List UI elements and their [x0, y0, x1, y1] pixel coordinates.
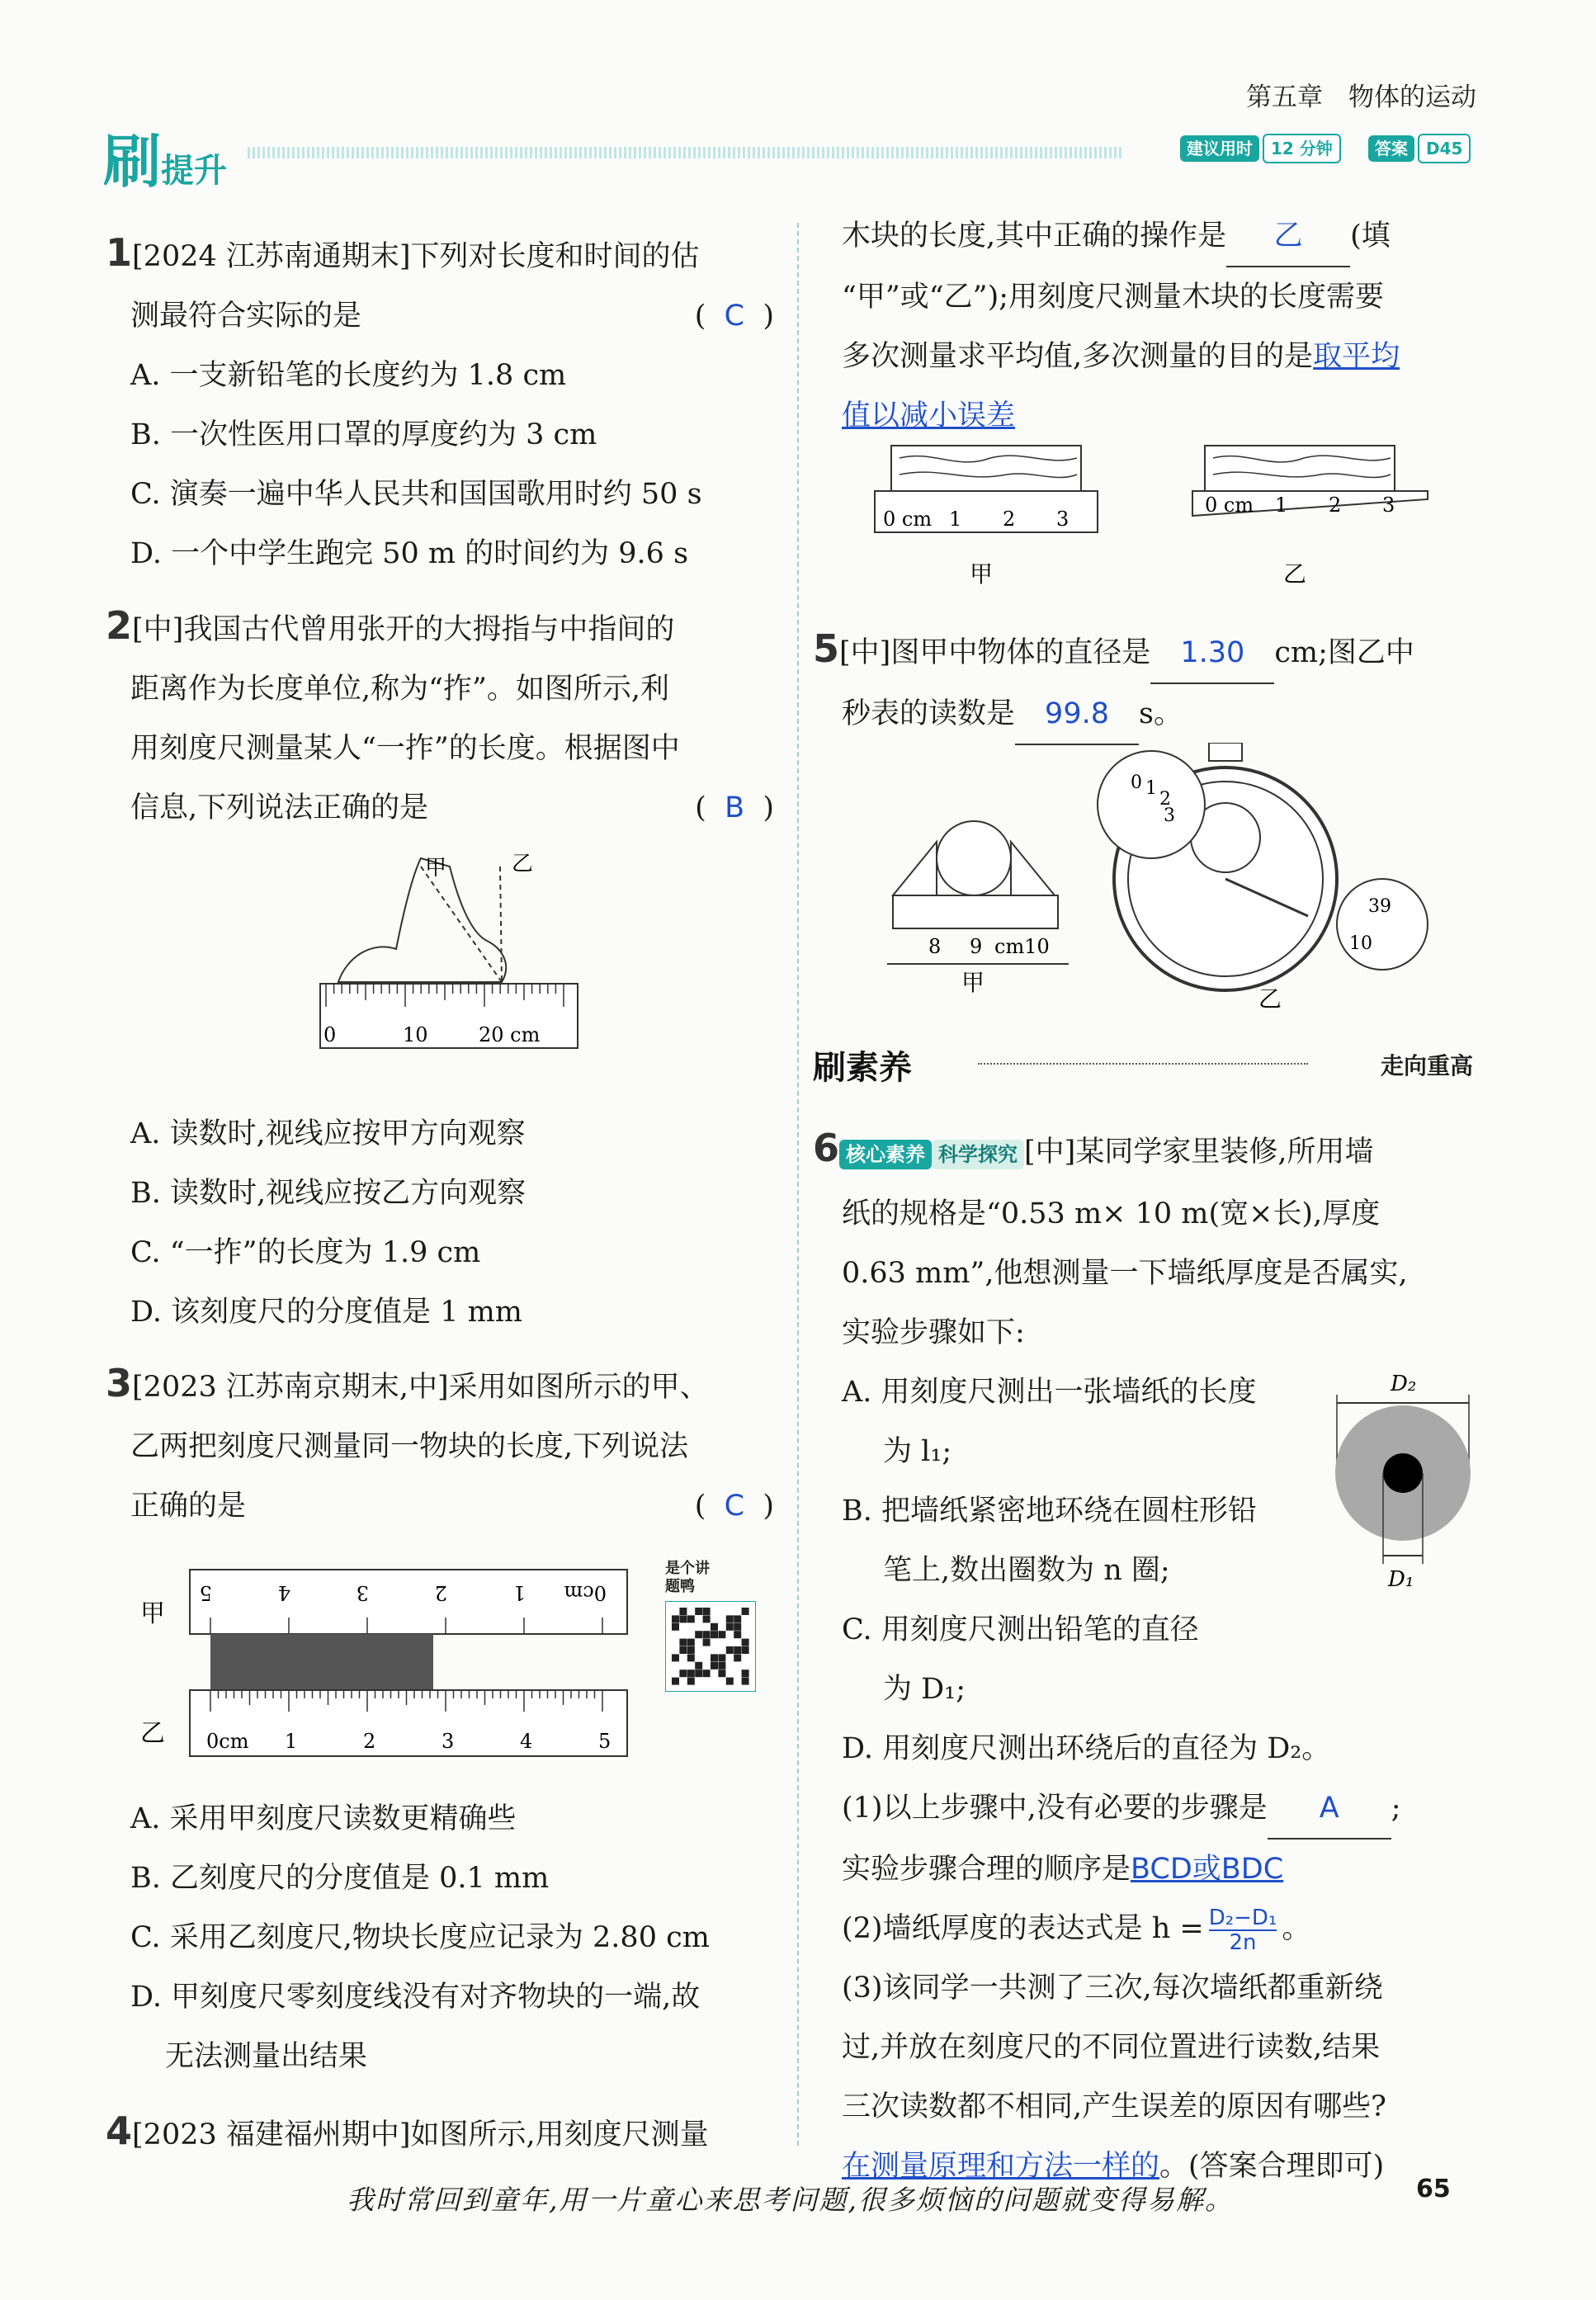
- sec-10: 10: [1349, 933, 1372, 954]
- question-4-start: [106, 2101, 774, 2165]
- q5-stem-line1-tail: cm;图乙中: [1274, 636, 1414, 669]
- q6-step-a1: A. 用刻度尺测出一张墙纸的长度: [842, 1376, 1257, 1409]
- chapter-title: 第五章 物体的运动: [1246, 83, 1476, 112]
- q6-step-b2: 笔上,数出圈数为 n 圈;: [883, 1554, 1170, 1587]
- wood-block-yi: [1205, 446, 1395, 491]
- section-header: [813, 1041, 1473, 1087]
- q6-number: 6: [813, 1126, 840, 1170]
- tag-inquiry: 科学探究: [932, 1140, 1024, 1169]
- q6-p1: (1)以上步骤中,没有必要的步骤是: [842, 1792, 1268, 1825]
- q6-formula: [1209, 1906, 1277, 1954]
- label-d2: D₂: [1391, 1372, 1417, 1396]
- header-divider: [248, 147, 1122, 158]
- q4-answer-1: 乙: [1226, 206, 1350, 267]
- q6-stem-line4: 实验步骤如下:: [842, 1316, 1025, 1349]
- label-jia: 甲: [970, 560, 994, 588]
- section-right: 走向重高: [1380, 1052, 1473, 1079]
- answer-tag: [1368, 135, 1471, 159]
- q2-option-a: A. 读数时,视线应按甲方向观察: [130, 1117, 526, 1150]
- q5-figure: [883, 743, 1452, 1015]
- formula-numerator: D₂−D₁: [1208, 1905, 1277, 1930]
- label-yi: 乙: [1258, 985, 1282, 1013]
- tick-0: 0: [323, 1023, 337, 1046]
- jia-label-0: 0cm: [564, 1581, 607, 1604]
- q2-stem-line3: 用刻度尺测量某人“一拃”的长度。根据图中: [130, 732, 680, 765]
- label-yi: 乙: [1283, 560, 1307, 588]
- page-number: 65: [1416, 2175, 1451, 2203]
- label-jia: 甲: [961, 969, 985, 996]
- q6-stem-line1: [中]某同学家里装修,所用墙: [1024, 1136, 1374, 1169]
- q6-stem-line2: 纸的规格是“0.53 m× 10 m(宽×长),厚度: [842, 1197, 1381, 1230]
- q2-number: 2: [106, 603, 133, 648]
- section-title: 刷素养: [813, 1049, 912, 1087]
- label-yi: 乙: [512, 852, 534, 876]
- q5-number: 5: [813, 626, 840, 671]
- question-4-cont: [842, 206, 1477, 446]
- question-6: [813, 1118, 1481, 2196]
- footer-quote: 我时常回到童年,用一片童心来思考问题,很多烦恼的问题就变得易解。: [347, 2184, 1234, 2216]
- label-yi: 乙: [140, 1719, 165, 1748]
- jia-label-1: 1: [512, 1581, 526, 1604]
- q3-number: 3: [106, 1361, 133, 1405]
- q6-answer-order: BCD或BDC: [1131, 1853, 1284, 1886]
- jia-label-2: 2: [434, 1581, 447, 1604]
- q6-stem-line3: 0.63 mm”,他想测量一下墙纸厚度是否属实,: [842, 1257, 1408, 1290]
- ruler-10: cm10: [994, 935, 1050, 958]
- question-3: 3[2023 江苏南京期末,中]采用如图所示的甲、 乙两把刻度尺测量同一物块的长度,下列说法 正确的是 ( C ): [106, 1361, 774, 1523]
- brand-logo: [103, 116, 227, 199]
- q6-step-c2: 为 D₁;: [883, 1673, 966, 1706]
- q4-stem-fill-hint: (填: [1350, 220, 1391, 253]
- q2-option-d: D. 该刻度尺的分度值是 1 mm: [130, 1296, 522, 1329]
- q6-p3-tail: 。(答案合理即可): [1159, 2150, 1385, 2183]
- q3-stem-line2: 乙两把刻度尺测量同一物块的长度,下列说法: [130, 1430, 689, 1463]
- jia-tick-0: 0 cm: [883, 508, 933, 531]
- q4-stem-line2: 木块的长度,其中正确的操作是: [842, 220, 1227, 253]
- q6-p3-line2: 过,并放在刻度尺的不同位置进行读数,结果: [842, 2031, 1381, 2064]
- q1-option-c: C. 演奏一遍中华人民共和国国歌用时约 50 s: [130, 478, 702, 511]
- q3-option-a: A. 采用甲刻度尺读数更精确些: [130, 1802, 517, 1835]
- ruler-yi: [190, 1690, 627, 1756]
- ruler-jia: [190, 1570, 627, 1634]
- q3-figure-rulers: [136, 1560, 648, 1774]
- q4-number: 4: [106, 2109, 133, 2153]
- jia-label-4: 4: [277, 1581, 290, 1604]
- subdial-0: 0: [1131, 772, 1142, 793]
- q6-answer-1: A: [1268, 1778, 1391, 1840]
- tick-10: 10: [403, 1023, 428, 1046]
- pencil-core: [1383, 1453, 1423, 1493]
- jia-label-3: 3: [356, 1581, 369, 1604]
- label-jia: 甲: [425, 856, 447, 881]
- q3-options: [130, 1789, 782, 2086]
- time-value: 12 分钟: [1263, 134, 1341, 163]
- sightline-yi: [500, 867, 502, 982]
- ruler-jia: [893, 895, 1058, 928]
- q4-stem-line3: “甲”或“乙”);用刻度尺测量木块的长度需要: [842, 281, 1385, 314]
- q3-option-d: D. 甲刻度尺零刻度线没有对齐物块的一端,故: [130, 1981, 701, 2014]
- yi-label-4: 4: [520, 1730, 533, 1753]
- qr-block[interactable]: [665, 1560, 764, 1695]
- hand-outline: [338, 858, 506, 982]
- q3-stem-line1: [2023 江苏南京期末,中]采用如图所示的甲、: [132, 1371, 709, 1404]
- time-label: 建议用时: [1180, 135, 1259, 162]
- object-block: [210, 1634, 433, 1690]
- question-1: 1[2024 江苏南通期末]下列对长度和时间的估 测最符合实际的是 ( C ) A. 一支新铅笔的长度约为 1.8 cm B. 一次性医用口罩的厚度约为 3 cm C. 演奏一遍中华人民共和国国歌用时约 50 s D. 一个中学生跑完 50 m 的时间约为 9.6 s: [106, 223, 774, 583]
- q2-stem-line1: [中]我国古代曾用张开的大拇指与中指间的: [132, 613, 675, 646]
- tick-20: 20 cm: [479, 1023, 541, 1046]
- sightline-jia: [421, 867, 502, 982]
- q6-answer-3: 在测量原理和方法一样的: [842, 2150, 1160, 2183]
- q1-option-b: B. 一次性医用口罩的厚度约为 3 cm: [130, 418, 597, 451]
- logo-big-char: 刷: [103, 128, 161, 196]
- q4-stem-line4: 多次测量求平均值,多次测量的目的是: [842, 340, 1314, 373]
- q2-figure-ruler: [314, 842, 586, 1073]
- yi-tick-0: 0 cm: [1205, 494, 1254, 517]
- q4-stem-line1: [2023 福建福州期中]如图所示,用刻度尺测量: [132, 2118, 709, 2151]
- yi-label-1: 1: [285, 1730, 298, 1753]
- question-2: 2[中]我国古代曾用张开的大拇指与中指间的 距离作为长度单位,称为“拃”。如图所示,利 用刻度尺测量某人“一拃”的长度。根据图中 信息,下列说法正确的是 ( B ): [106, 603, 774, 824]
- jia-tick-2: 2: [1003, 508, 1016, 531]
- yi-label-5: 5: [598, 1730, 611, 1753]
- q1-stem-line2: 测最符合实际的是: [130, 300, 362, 333]
- sec-39: 39: [1368, 896, 1391, 917]
- q6-step-d: D. 用刻度尺测出环绕后的直径为 D₂。: [842, 1732, 1331, 1765]
- label-d1: D₁: [1388, 1567, 1414, 1592]
- q5-stem-line2-tail: s。: [1139, 697, 1183, 730]
- q6-p2-tail: 。: [1282, 1912, 1311, 1945]
- yi-label-2: 2: [363, 1730, 376, 1753]
- zoom-subdial: [1098, 751, 1205, 858]
- jia-tick-3: 3: [1056, 508, 1070, 531]
- q1-option-d: D. 一个中学生跑完 50 m 的时间约为 9.6 s: [130, 537, 689, 570]
- q3-stem-line3: 正确的是: [130, 1490, 247, 1523]
- q3-answer: C: [724, 1490, 745, 1523]
- q4-answer-2a: 取平均: [1313, 340, 1400, 373]
- q6-p1-order: 实验步骤合理的顺序是: [842, 1853, 1131, 1886]
- ruler-8: 8: [928, 935, 942, 958]
- subdial-3: 3: [1164, 805, 1175, 826]
- formula-denominator: 2n: [1229, 1929, 1257, 1955]
- logo-small-text: 提升: [161, 152, 227, 190]
- q1-option-a: A. 一支新铅笔的长度约为 1.8 cm: [130, 359, 567, 392]
- zoom-seconds: [1337, 879, 1428, 970]
- q1-number: 1: [106, 230, 133, 275]
- yi-tick-2: 2: [1329, 494, 1342, 517]
- time-tag: [1180, 135, 1341, 159]
- q6-p3-line1: (3)该同学一共测了三次,每次墙纸都重新绕: [842, 1972, 1383, 2005]
- q3-option-c: C. 采用乙刻度尺,物块长度应记录为 2.80 cm: [130, 1921, 710, 1954]
- yi-tick-1: 1: [1275, 494, 1288, 517]
- jia-label-5: 5: [199, 1581, 212, 1604]
- q6-p2: (2)墙纸厚度的表达式是 h =: [842, 1912, 1204, 1945]
- tag-core: 核心素养: [839, 1140, 932, 1169]
- q6-figure-roll: [1320, 1370, 1485, 1593]
- answer-label: 答案: [1368, 135, 1414, 162]
- q6-step-c1: C. 用刻度尺测出铅笔的直径: [842, 1613, 1199, 1646]
- q1-stem-line1: [2024 江苏南通期末]下列对长度和时间的估: [132, 240, 700, 273]
- label-jia: 甲: [140, 1599, 165, 1628]
- q3-option-b: B. 乙刻度尺的分度值是 0.1 mm: [130, 1862, 550, 1895]
- question-5: [813, 619, 1481, 745]
- q1-answer: C: [724, 300, 745, 333]
- q6-p3-line3: 三次读数都不相同,产生误差的原因有哪些?: [842, 2090, 1386, 2123]
- yi-label-0: 0cm: [206, 1730, 249, 1753]
- q2-option-c: C. “一拃”的长度为 1.9 cm: [130, 1236, 481, 1269]
- triangle-right: [1011, 842, 1055, 895]
- qr-caption: 是个讲题鸭: [665, 1560, 710, 1595]
- q2-options: [130, 1104, 774, 1342]
- q2-stem-line4: 信息,下列说法正确的是: [130, 791, 429, 824]
- ruler-9: 9: [970, 935, 983, 958]
- subdial-2: 2: [1159, 789, 1171, 810]
- q4-figure-wood-rulers: [866, 437, 1444, 594]
- q5-stem-line2: 秒表的读数是: [842, 697, 1016, 730]
- q5-answer-1: 1.30: [1150, 623, 1274, 684]
- yi-label-3: 3: [441, 1730, 455, 1753]
- wood-block-jia: [891, 446, 1081, 491]
- q3-option-d-cont: 无法测量出结果: [165, 2040, 368, 2073]
- answer-code: D45: [1418, 134, 1471, 163]
- jia-tick-1: 1: [949, 508, 962, 531]
- subdial-1: 1: [1145, 778, 1157, 799]
- q6-step-b1: B. 把墙纸紧密地环绕在圆柱形铅: [842, 1495, 1257, 1528]
- qr-code-icon[interactable]: [665, 1601, 756, 1692]
- q6-step-a2: 为 l₁;: [883, 1435, 952, 1468]
- q5-stem-line1: [中]图甲中物体的直径是: [839, 636, 1151, 669]
- q2-option-b: B. 读数时,视线应按乙方向观察: [130, 1177, 526, 1210]
- triangle-left: [893, 842, 937, 895]
- q5-answer-2: 99.8: [1015, 684, 1139, 745]
- q2-stem-line2: 距离作为长度单位,称为“拃”。如图所示,利: [130, 673, 670, 706]
- q6-p1-tail: ;: [1391, 1792, 1401, 1825]
- q4-answer-2b: 值以减小误差: [842, 399, 1016, 432]
- column-divider: [797, 223, 799, 2146]
- q2-answer: B: [725, 791, 745, 824]
- ball: [937, 821, 1011, 895]
- stopwatch-crown: [1209, 743, 1242, 761]
- yi-tick-3: 3: [1382, 494, 1395, 517]
